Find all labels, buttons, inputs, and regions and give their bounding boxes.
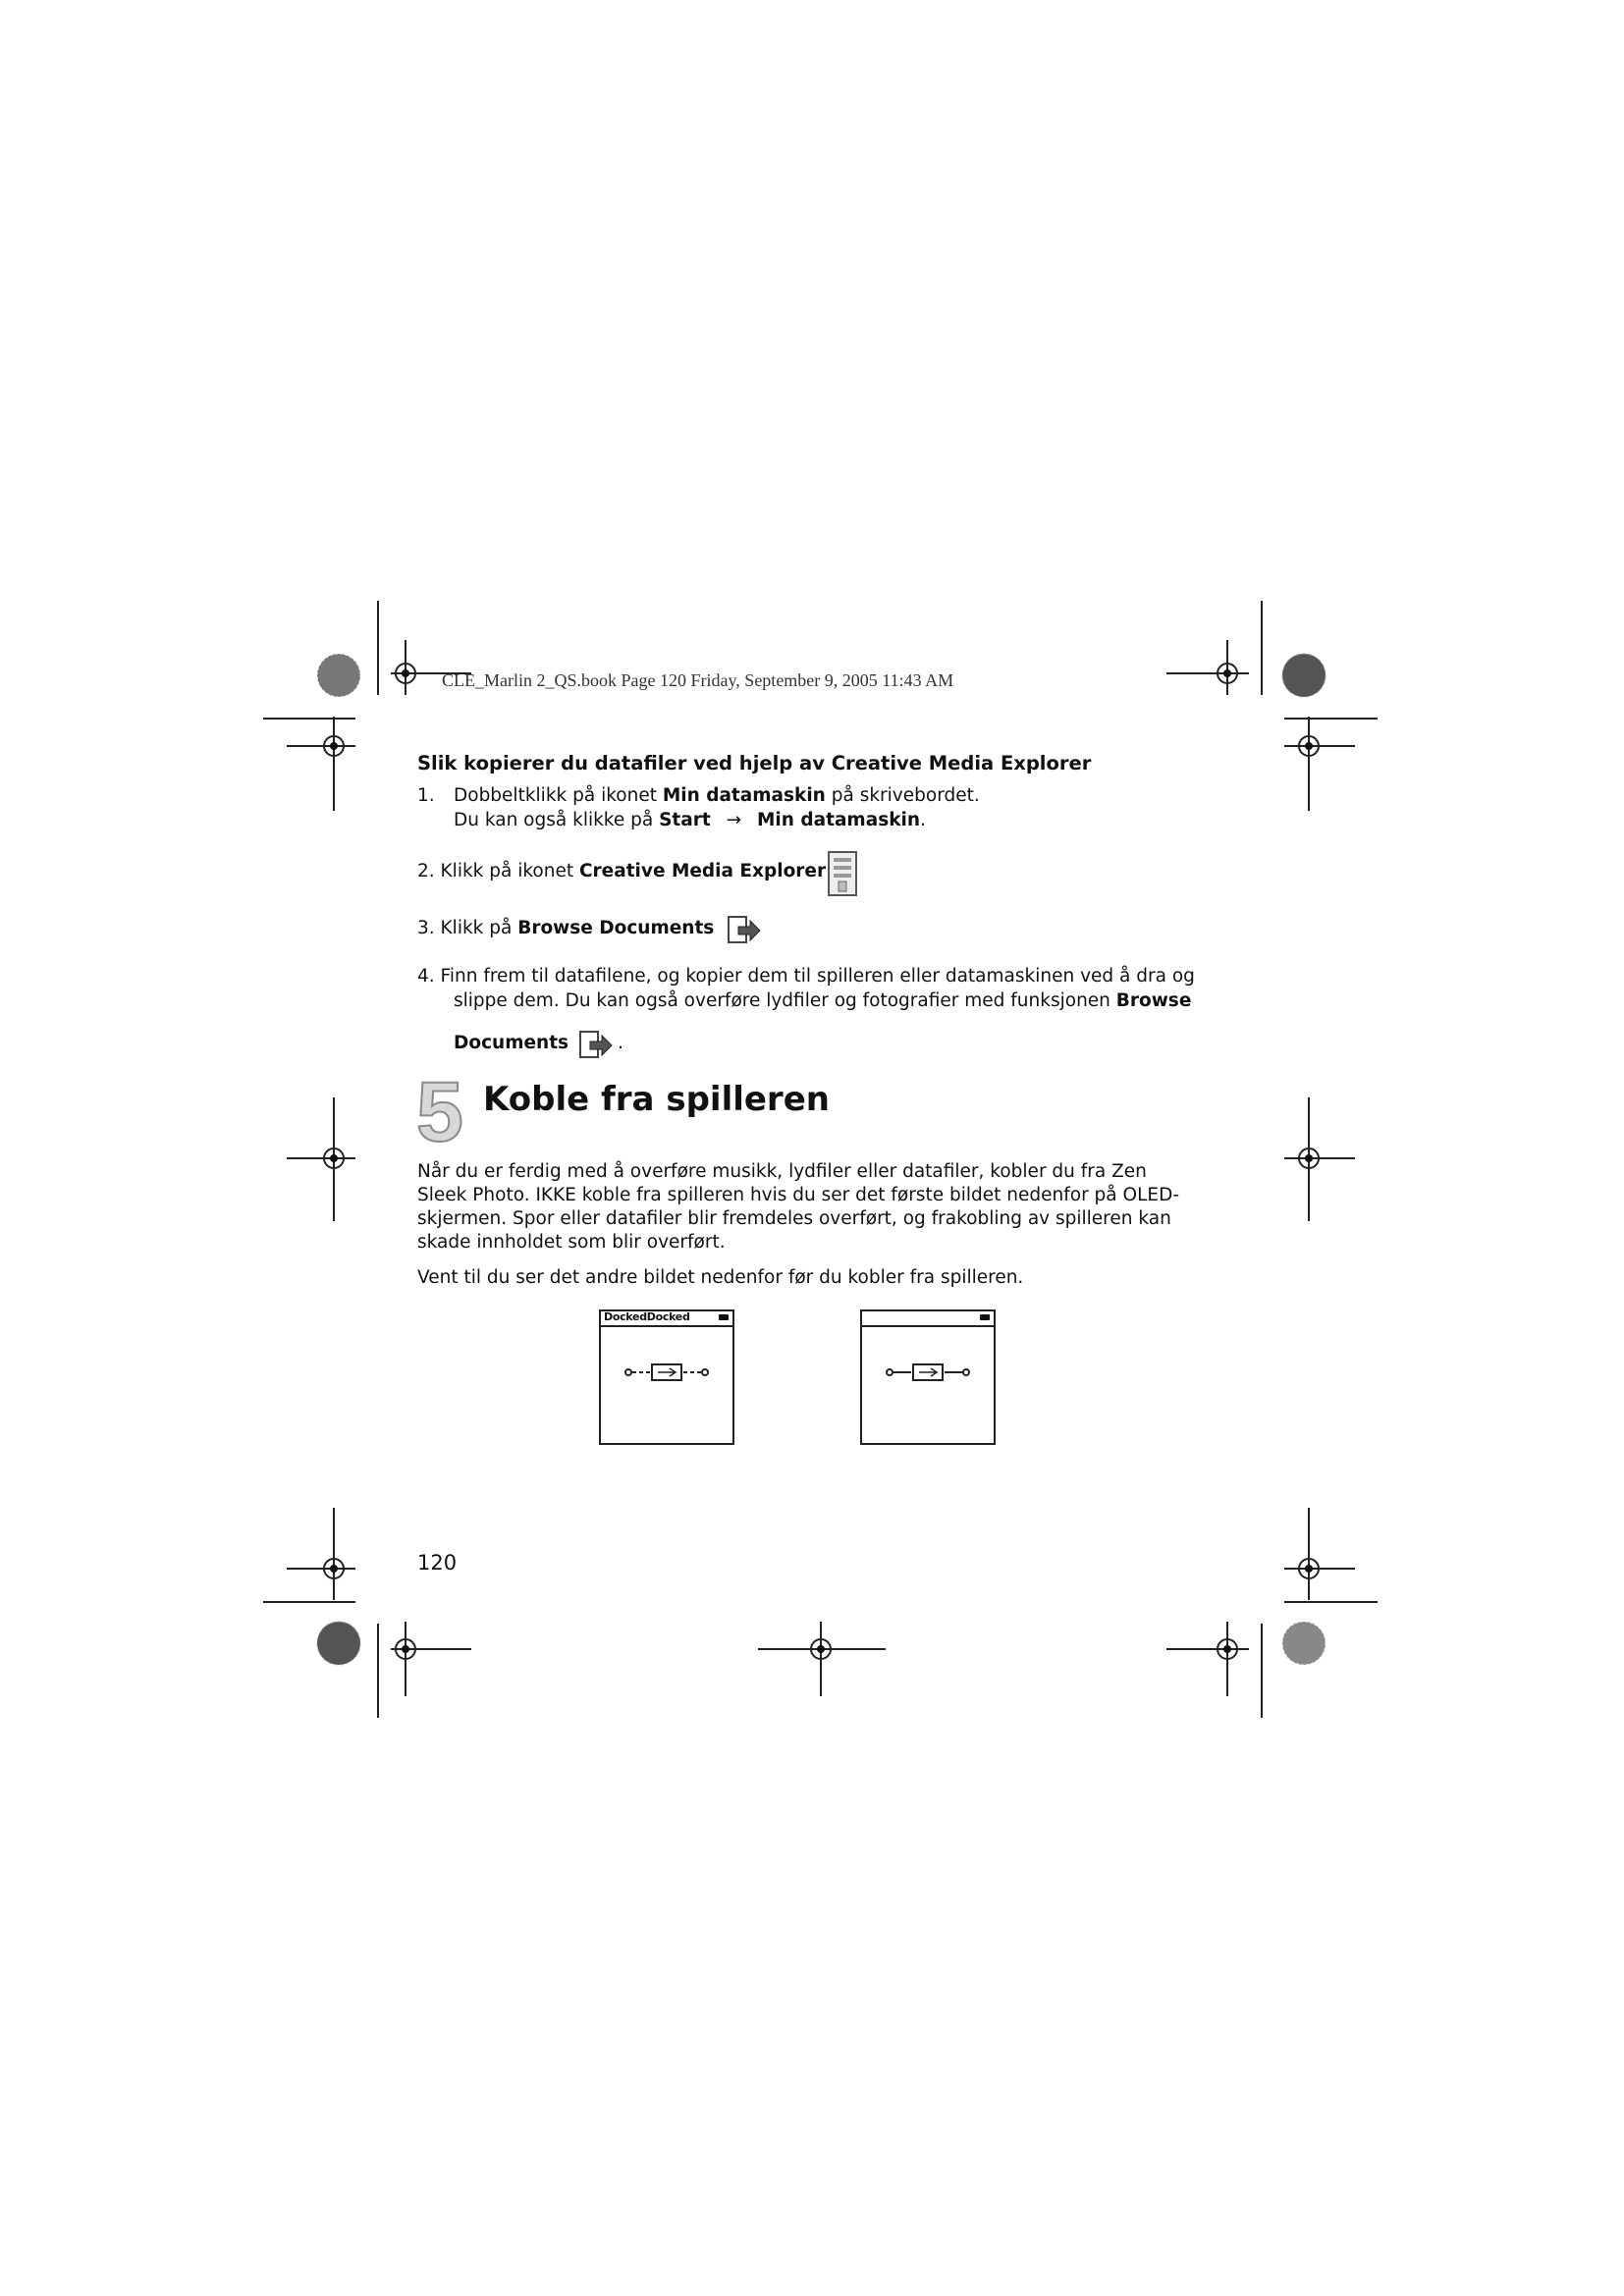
section-number: 5	[416, 1065, 463, 1159]
usb-link-icon-dashed	[623, 1361, 711, 1384]
step-4-line-3: Documents .	[454, 1026, 623, 1061]
section-heading: Slik kopierer du datafiler ved hjelp av Creative Media Explorer	[417, 752, 1092, 774]
step-2: 2. Klikk på ikonet Creative Media Explorer	[417, 861, 827, 881]
section-title: Koble fra spilleren	[483, 1080, 830, 1119]
oled-screen-transferring	[599, 1309, 734, 1445]
section-paragraph-2: Vent til du ser det andre bildet nedenfor før du kobler fra spilleren.	[417, 1267, 1024, 1288]
print-header: CLE_Marlin 2_QS.book Page 120 Friday, September 9, 2005 11:43 AM	[442, 670, 954, 690]
battery-icon	[719, 1314, 729, 1320]
step-4-line-2: slippe dem. Du kan også overføre lydfiler og fotografier med funksjonen Browse	[454, 990, 1192, 1011]
step-1-number: 1.	[417, 785, 435, 806]
oled-screen-done	[860, 1309, 996, 1445]
screen-title-bar	[601, 1311, 732, 1327]
step-1-line-2: Du kan også klikke på Start → Min datamaskin.	[454, 810, 926, 830]
media-explorer-icon	[827, 850, 860, 899]
browse-documents-icon	[576, 1026, 616, 1061]
step-1-line-1: Dobbeltklikk på ikonet Min datamaskin på skrivebordet.	[454, 785, 980, 806]
usb-link-icon-solid	[884, 1361, 972, 1384]
step-4-line-1: 4. Finn frem til datafilene, og kopier dem til spilleren eller datamaskinen ved å dra og	[417, 966, 1195, 987]
step-3: 3. Klikk på Browse Documents	[417, 918, 715, 938]
page-number: 120	[417, 1551, 458, 1575]
battery-icon	[980, 1314, 990, 1320]
screen-title-bar	[862, 1311, 994, 1327]
arrow-icon: →	[726, 810, 742, 830]
browse-documents-icon	[725, 911, 764, 948]
screen-title: DockedDocked	[604, 1310, 690, 1323]
section-paragraph-1: Når du er ferdig med å overføre musikk, lydfiler eller datafiler, kobler du fra Zen Sleek Photo. IKKE koble fra spilleren hvis du ser det første bildet nedenfor på OLED-skjermen. Spor eller datafiler blir fremdeles overført, og frakobling av spilleren kan skade innholdet som blir overført.	[417, 1161, 1179, 1253]
